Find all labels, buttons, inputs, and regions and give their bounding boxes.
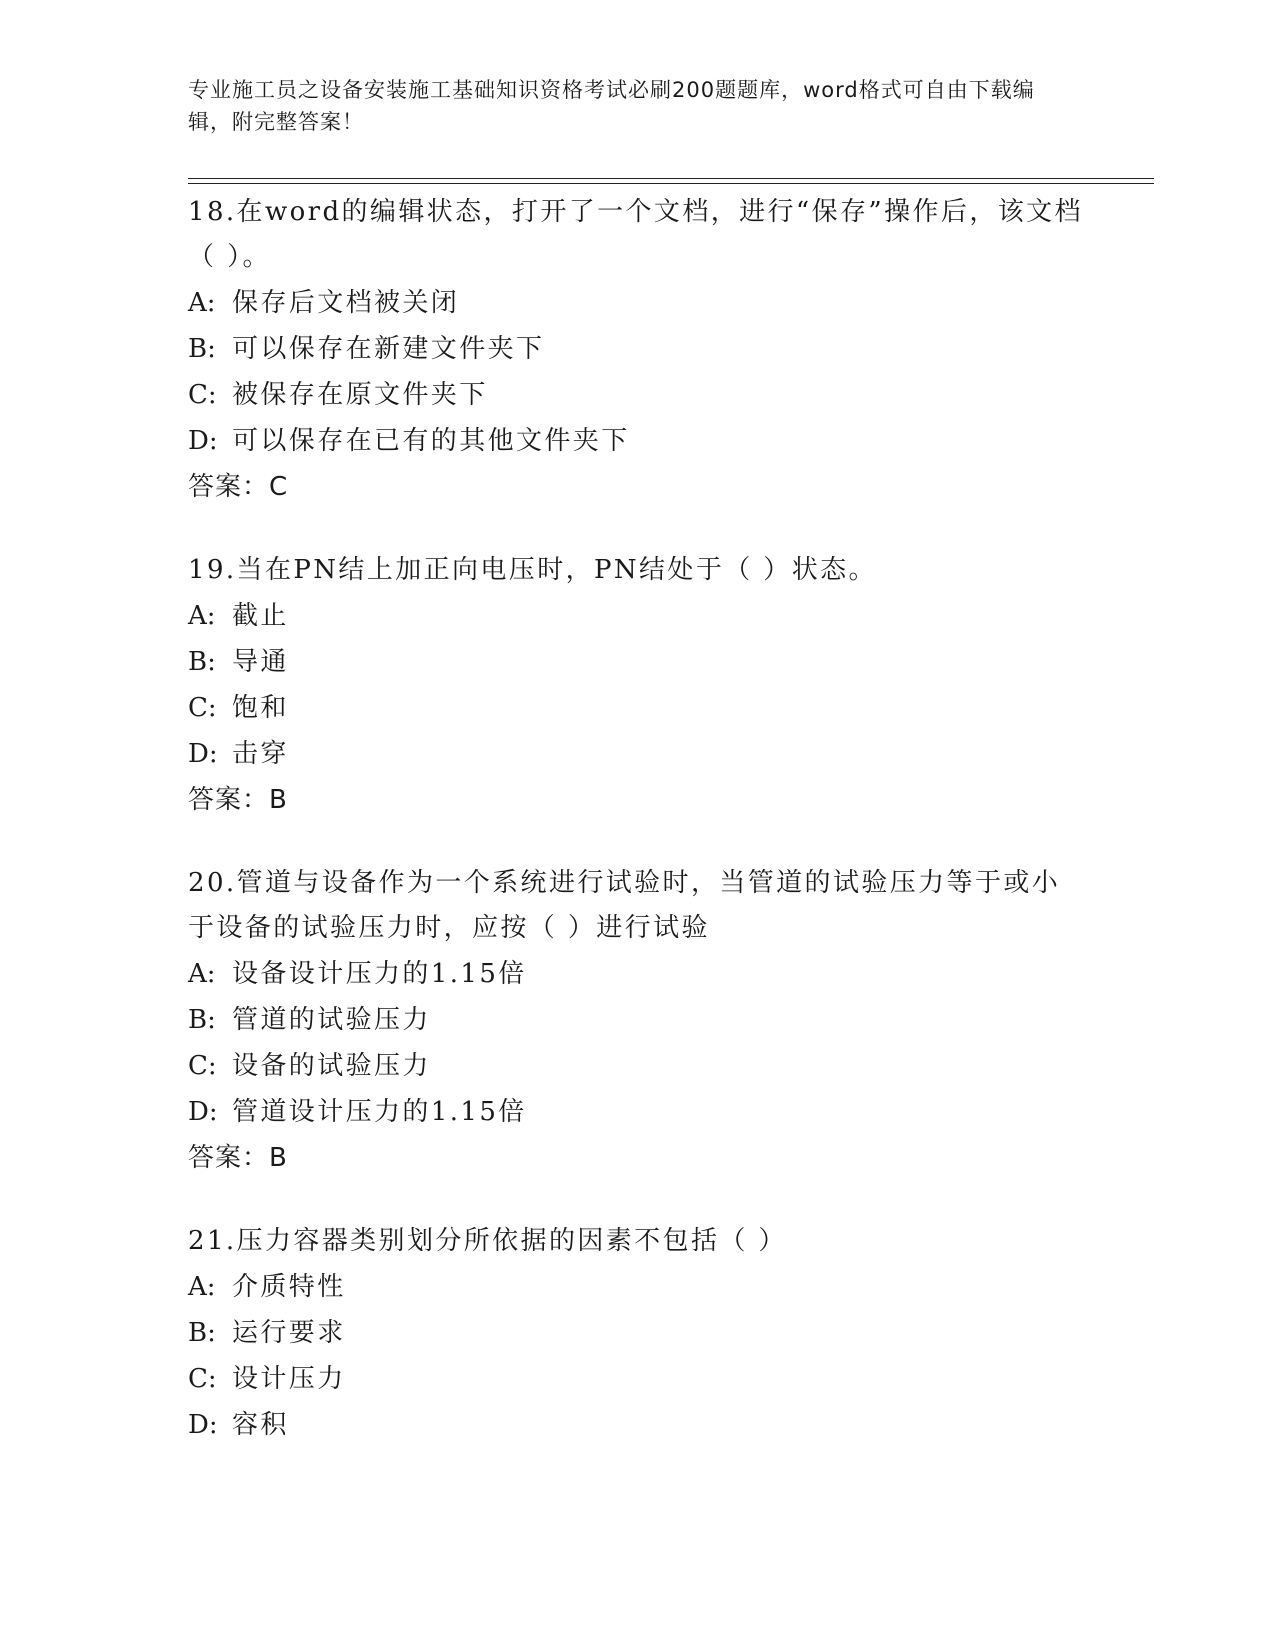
header-divider-top <box>188 178 1154 179</box>
option-text: 容积 <box>232 1410 289 1440</box>
option-text: 可以保存在新建文件夹下 <box>232 334 545 364</box>
option-text: 截止 <box>232 601 289 631</box>
answer-line: 答案：C <box>188 472 289 502</box>
option-b <box>188 997 1088 1043</box>
option-text: 保存后文档被关闭 <box>232 288 460 318</box>
option-letter: D: <box>188 1410 218 1440</box>
question-text: 19.当在PN结上加正向电压时，PN结处于（ ）状态。 <box>188 555 877 585</box>
option-text: 导通 <box>232 647 289 677</box>
question-text: 18.在word的编辑状态，打开了一个文档，进行“保存”操作后，该文档（ ）。 <box>188 197 1083 272</box>
answer-line: 答案：B <box>188 785 288 815</box>
option-letter: C: <box>188 1364 217 1394</box>
option-letter: C: <box>188 380 217 410</box>
option-letter: B: <box>188 647 216 677</box>
option-letter: B: <box>188 1005 216 1035</box>
option-text: 管道设计压力的1.15倍 <box>232 1097 527 1127</box>
question-20 <box>188 861 1088 1181</box>
option-text: 设计压力 <box>232 1364 346 1394</box>
option-c <box>188 372 1088 418</box>
option-letter: A: <box>188 601 216 631</box>
question-text: 21.压力容器类别划分所依据的因素不包括（ ） <box>188 1226 787 1256</box>
option-b <box>188 1310 1088 1356</box>
option-text: 击穿 <box>232 739 289 769</box>
option-letter: A: <box>188 959 216 989</box>
question-text: 20.管道与设备作为一个系统进行试验时，当管道的试验压力等于或小于设备的试验压力时，应按（ ）进行试验 <box>188 868 1061 943</box>
option-c <box>188 1043 1088 1089</box>
question-19 <box>188 548 1088 823</box>
question-list <box>188 190 1088 1486</box>
header-divider-bottom <box>188 183 1154 184</box>
option-text: 可以保存在已有的其他文件夹下 <box>232 426 630 456</box>
option-b <box>188 639 1088 685</box>
option-text: 介质特性 <box>232 1272 346 1302</box>
option-d <box>188 731 1088 777</box>
option-text: 饱和 <box>232 693 289 723</box>
question-21 <box>188 1219 1088 1448</box>
option-letter: B: <box>188 1318 216 1348</box>
option-text: 管道的试验压力 <box>232 1005 431 1035</box>
option-c <box>188 1356 1088 1402</box>
option-letter: C: <box>188 1051 217 1081</box>
option-text: 设备的试验压力 <box>232 1051 431 1081</box>
option-letter: C: <box>188 693 217 723</box>
option-d <box>188 1089 1088 1135</box>
answer-line: 答案：B <box>188 1143 288 1173</box>
option-a <box>188 1264 1088 1310</box>
option-b <box>188 326 1088 372</box>
option-letter: D: <box>188 1097 218 1127</box>
option-a <box>188 593 1088 639</box>
option-a <box>188 951 1088 997</box>
document-header: 专业施工员之设备安装施工基础知识资格考试必刷200题题库，word格式可自由下载编辑，附完整答案！ <box>188 78 1035 134</box>
option-d <box>188 1402 1088 1448</box>
option-text: 设备设计压力的1.15倍 <box>232 959 527 989</box>
option-a <box>188 280 1088 326</box>
option-letter: D: <box>188 426 218 456</box>
option-d <box>188 418 1088 464</box>
option-letter: A: <box>188 288 216 318</box>
option-letter: D: <box>188 739 218 769</box>
option-letter: B: <box>188 334 216 364</box>
option-c <box>188 685 1088 731</box>
question-18 <box>188 190 1088 510</box>
option-letter: A: <box>188 1272 216 1302</box>
option-text: 运行要求 <box>232 1318 346 1348</box>
option-text: 被保存在原文件夹下 <box>232 380 488 410</box>
